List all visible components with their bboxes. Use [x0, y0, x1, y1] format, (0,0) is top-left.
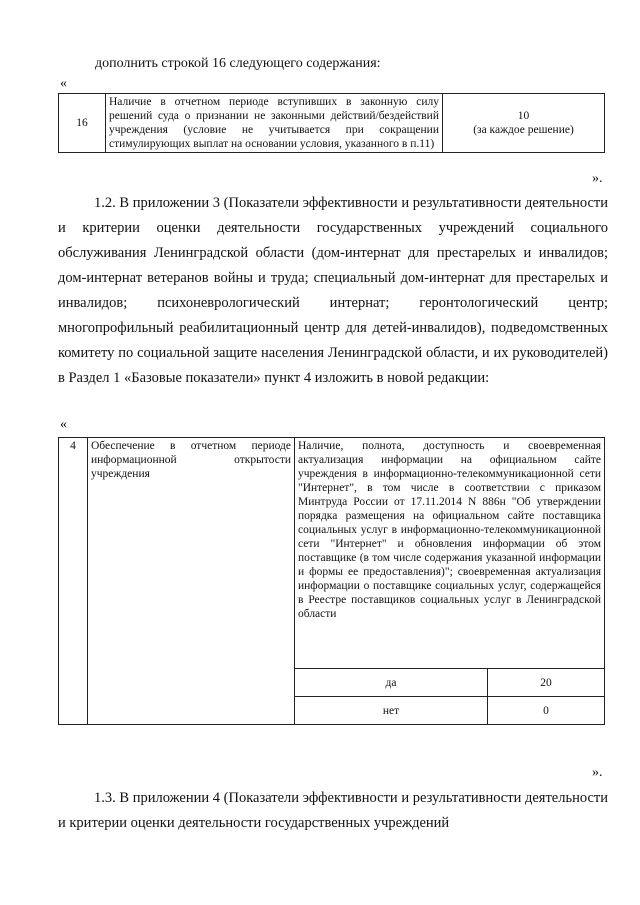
item-criterion: Наличие, полнота, доступность и своевременная актуализация информации на официальном сайте учреждения в информационно-телекоммуникационной сети "Интернет", в том числе в соответствии с приказом Минтруда России от 17.11.2014 N 886н "Об утверждении порядка размещения на официальном сайте поставщика социальных услуг в информационно-телекоммуникационной сети "Интернет" и обновления информации об этом поставщике (в том числе содержания указанной информации и формы ее предоставления)"; своевременная актуализация информации о поставщике социальных услуг, содержащейся в Реестре поставщиков социальных услуг в Ленинградской области [295, 438, 605, 669]
paragraph-1-3 [58, 786, 608, 836]
value-note: (за каждое решение) [473, 124, 574, 136]
row-description: Наличие в отчетном периоде вступивших в законную силу решений суда о признании не законными действий/бездействий учреждения (условие не учитывается при сокращении стимулирующих выплат на основании условия, указанного в п.11) [106, 94, 443, 153]
points-yes: 20 [488, 669, 605, 697]
paragraph-1-2-text: 1.2. В приложении 3 (Показатели эффективности и результативности деятельности и критерии оценки деятельности государственных учреждений социального обслуживания Ленинградской области (дом-интернат для престарелых и инвалидов; дом-интернат ветеранов войны и труда; специальный дом-интернат для престарелых и инвалидов; психоневрологический интернат; геронтологический центр; многопрофильный реабилитационный центр для детей-инвалидов), подведомственных комитету по социальной защите населения Ленинградской области, и их руководителей) в Раздел 1 «Базовые показатели» пункт 4 изложить в новой редакции: [58, 195, 608, 386]
table-item-4 [58, 437, 605, 725]
close-quote-2: ». [592, 765, 603, 780]
answer-no: нет [295, 697, 488, 725]
value-points: 10 [517, 110, 530, 122]
answer-yes: да [295, 669, 488, 697]
paragraph-1-3-text: 1.3. В приложении 4 (Показатели эффективности и результативности деятельности и критерии оценки деятельности государственных учреждений [58, 790, 608, 831]
paragraph-1-2 [58, 191, 608, 391]
item-name: Обеспечение в отчетном периоде информационной открытости учреждения [88, 438, 295, 725]
item-number: 4 [59, 438, 88, 725]
points-no: 0 [488, 697, 605, 725]
open-quote-2: « [60, 417, 67, 432]
row-value [443, 94, 605, 153]
open-quote: « [60, 76, 67, 91]
table-row-16 [58, 93, 605, 153]
intro-line: дополнить строкой 16 следующего содержания: [95, 56, 381, 71]
close-quote: ». [592, 171, 603, 186]
row-number: 16 [59, 94, 106, 153]
